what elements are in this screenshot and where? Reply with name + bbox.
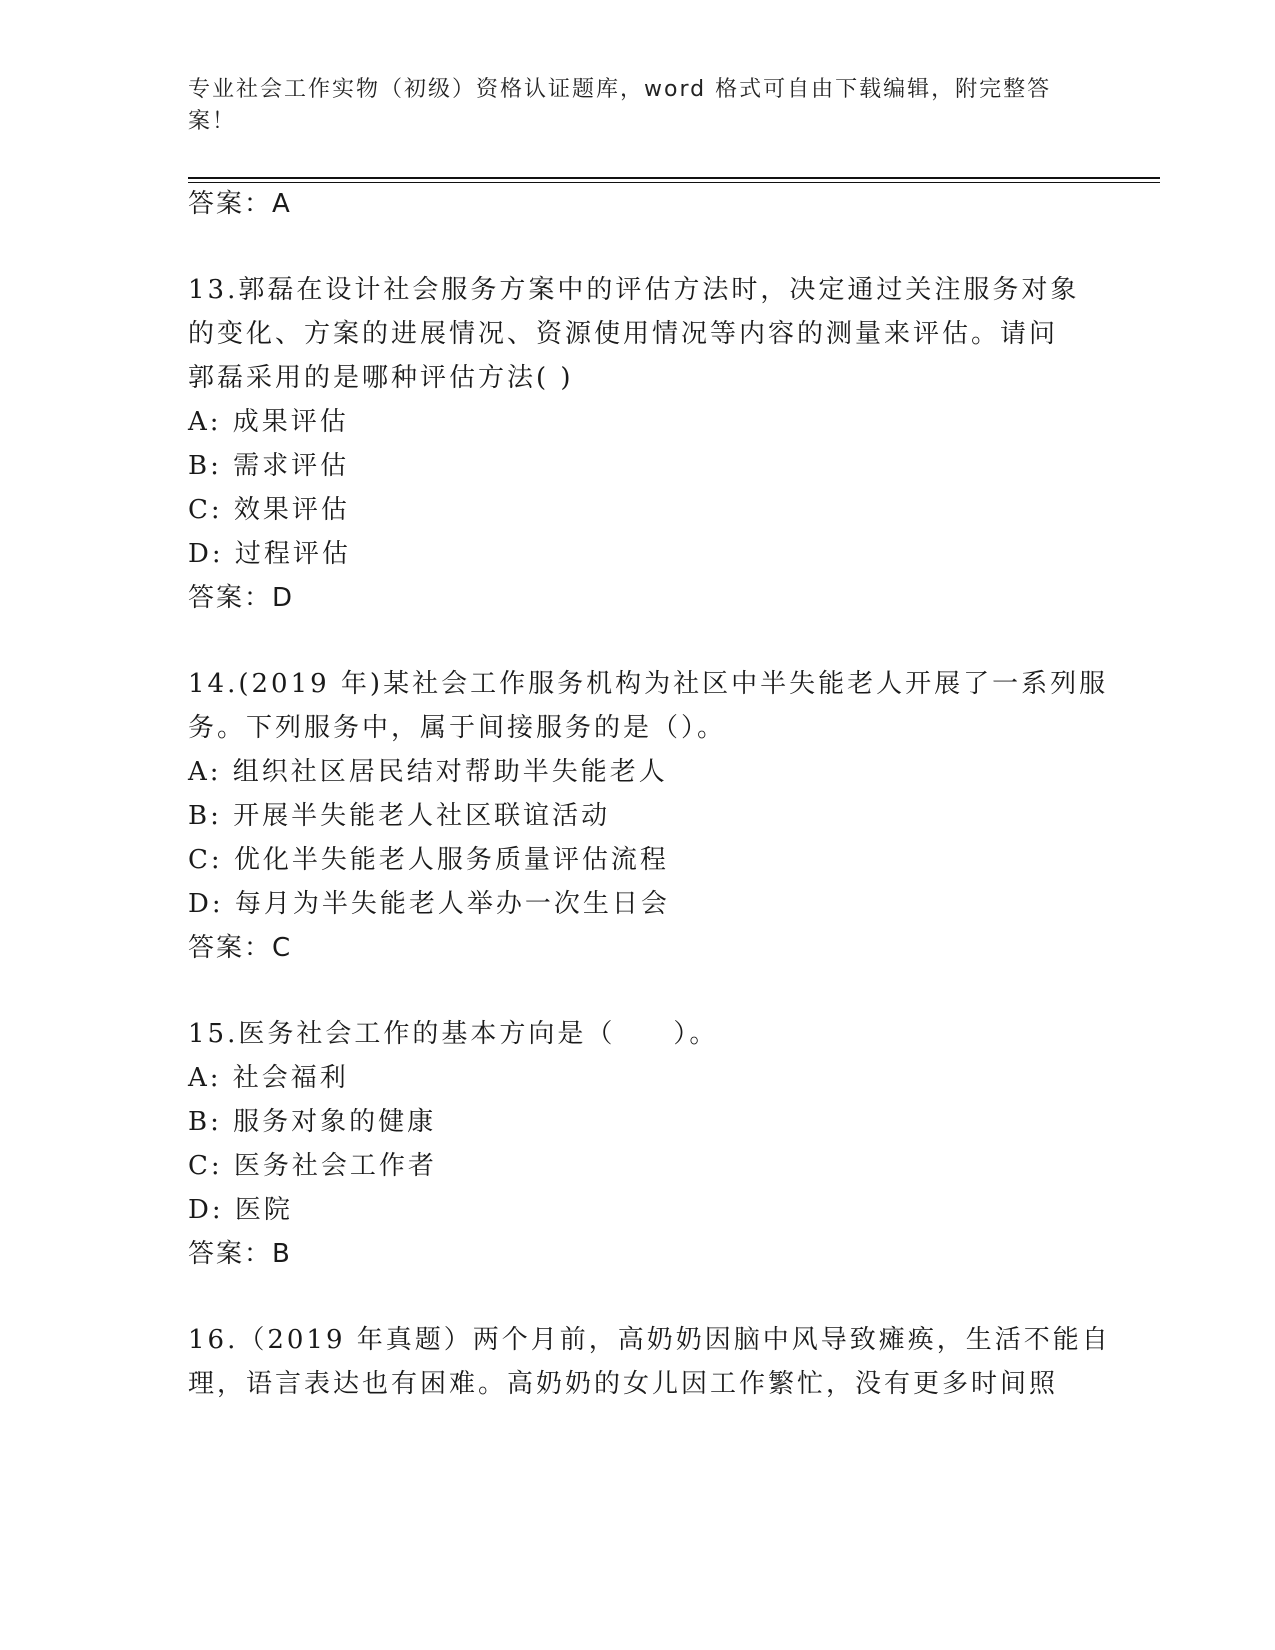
question-16-stem-line-1: 16.（2019 年真题）两个月前，高奶奶因脑中风导致瘫痪，生活不能自 <box>188 1325 1111 1355</box>
question-14-stem-line-1: 14.(2019 年)某社会工作服务机构为社区中半失能老人开展了一系列服 <box>188 669 1109 699</box>
header-divider-thick <box>188 177 1160 179</box>
page-header: 专业社会工作实物（初级）资格认证题库，word 格式可自由下载编辑，附完整答案！ <box>188 77 1052 134</box>
question-13-stem-line-1: 13.郭磊在设计社会服务方案中的评估方法时，决定通过关注服务对象 <box>188 275 1080 305</box>
question-14-stem-line-2: 务。下列服务中，属于间接服务的是（）。 <box>188 713 727 743</box>
question-15-option-b: B: 服务对象的健康 <box>188 1107 437 1137</box>
question-13-option-c: C: 效果评估 <box>188 495 350 525</box>
question-14-answer: 答案：C <box>188 933 293 963</box>
answer-previous: 答案：A <box>188 189 292 219</box>
question-15-answer: 答案：B <box>188 1239 292 1269</box>
question-13-answer: 答案：D <box>188 583 295 613</box>
question-15-option-a: A: 社会福利 <box>188 1063 349 1093</box>
question-16-stem-line-2: 理，语言表达也有困难。高奶奶的女儿因工作繁忙，没有更多时间照 <box>188 1369 1059 1399</box>
question-15-option-c: C: 医务社会工作者 <box>188 1151 437 1181</box>
question-15-stem-line-1: 15.医务社会工作的基本方向是（ ）。 <box>188 1019 719 1049</box>
question-14-option-d: D: 每月为半失能老人举办一次生日会 <box>188 889 670 919</box>
question-13-stem-line-2: 的变化、方案的进展情况、资源使用情况等内容的测量来评估。请问 <box>188 319 1059 349</box>
question-13-option-d: D: 过程评估 <box>188 539 351 569</box>
header-divider-thin <box>188 182 1160 183</box>
question-15-option-d: D: 医院 <box>188 1195 293 1225</box>
question-14-option-c: C: 优化半失能老人服务质量评估流程 <box>188 845 669 875</box>
question-14-option-a: A: 组织社区居民结对帮助半失能老人 <box>188 757 668 787</box>
question-14-option-b: B: 开展半失能老人社区联谊活动 <box>188 801 611 831</box>
question-13-option-a: A: 成果评估 <box>188 407 349 437</box>
question-13-stem-line-3: 郭磊采用的是哪种评估方法( ) <box>188 363 574 393</box>
question-13-option-b: B: 需求评估 <box>188 451 350 481</box>
